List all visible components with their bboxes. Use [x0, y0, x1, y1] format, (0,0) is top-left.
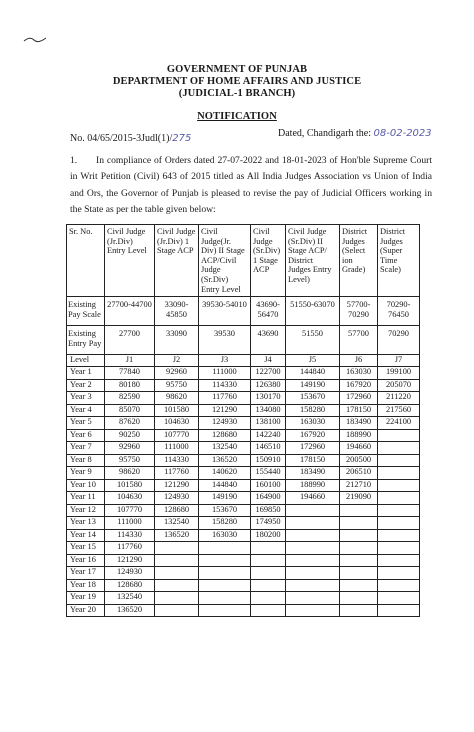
table-row: [67, 517, 420, 530]
table-cell: 169850: [251, 504, 286, 517]
table-column-header: District Judges (Select ion Grade): [340, 225, 378, 297]
table-cell: 121290: [199, 404, 251, 417]
table-cell: 183490: [286, 467, 340, 480]
table-cell: 98620: [155, 392, 199, 405]
table-cell: 128680: [155, 504, 199, 517]
table-cell: 132540: [105, 592, 155, 605]
paragraph-text: In compliance of Orders dated 27-07-2022 and 18-01-2023 of Hon'ble Supreme Court in Writ Petition (Civil) 643 of 2015 titled as All India Judges Association vs Union of India and Ors, the Governor of Punjab is pleased to revise the pay of Judicial Officers working in the State as per the table given below:: [70, 155, 432, 216]
table-cell: 130170: [251, 392, 286, 405]
row-label: Existing Entry Pay: [67, 326, 105, 355]
table-cell: 134080: [251, 404, 286, 417]
table-cell: 132540: [155, 517, 199, 530]
table-cell: 90250: [105, 429, 155, 442]
table-cell: 85070: [105, 404, 155, 417]
table-cell: 217560: [378, 404, 420, 417]
row-label: Year 5: [67, 417, 105, 430]
table-cell: [378, 604, 420, 617]
table-row: [67, 579, 420, 592]
table-cell: 132540: [199, 442, 251, 455]
table-cell: 188990: [286, 479, 340, 492]
table-row: [67, 604, 420, 617]
table-cell: 163030: [286, 417, 340, 430]
table-cell: 101580: [105, 479, 155, 492]
table-cell: 82590: [105, 392, 155, 405]
table-cell: 92960: [105, 442, 155, 455]
table-cell: [378, 567, 420, 580]
dated-prefix: Dated, Chandigarh the:: [278, 128, 372, 139]
table-cell: J4: [251, 355, 286, 367]
table-cell: 158280: [199, 517, 251, 530]
row-label: Year 11: [67, 492, 105, 505]
table-cell: 111000: [105, 517, 155, 530]
table-cell: 39530: [199, 326, 251, 355]
table-cell: [251, 542, 286, 555]
notification-heading: NOTIFICATION: [197, 111, 277, 122]
table-cell: [378, 442, 420, 455]
row-label: Year 18: [67, 579, 105, 592]
table-cell: 70290-76450: [378, 297, 420, 326]
table-cell: J3: [199, 355, 251, 367]
table-cell: 51550-63070: [286, 297, 340, 326]
table-cell: 144840: [199, 479, 251, 492]
table-cell: 101580: [155, 404, 199, 417]
table-row: [67, 379, 420, 392]
table-cell: 167920: [340, 379, 378, 392]
table-cell: 111000: [199, 367, 251, 380]
date-handwritten: 08-02-2023: [373, 128, 432, 139]
table-cell: [199, 604, 251, 617]
existing-pay-scale-row: [67, 297, 420, 326]
table-cell: 136520: [105, 604, 155, 617]
row-label: Year 8: [67, 454, 105, 467]
table-cell: [286, 579, 340, 592]
table-cell: [286, 567, 340, 580]
table-cell: 153670: [286, 392, 340, 405]
table-cell: [286, 529, 340, 542]
paragraph-number: 1.: [70, 155, 78, 166]
table-row: [67, 392, 420, 405]
table-row: [67, 367, 420, 380]
table-cell: [340, 567, 378, 580]
table-cell: [155, 579, 199, 592]
table-cell: 163030: [199, 529, 251, 542]
row-label: Level: [67, 355, 105, 367]
table-cell: 126380: [251, 379, 286, 392]
table-column-header: Civil Judge (Jr.Div) Entry Level: [105, 225, 155, 297]
table-cell: 136520: [199, 454, 251, 467]
level-row: [67, 355, 420, 367]
table-cell: [286, 604, 340, 617]
table-cell: [155, 592, 199, 605]
table-cell: 194660: [340, 442, 378, 455]
table-cell: 124930: [105, 567, 155, 580]
table-cell: 107770: [105, 504, 155, 517]
table-cell: [340, 504, 378, 517]
table-cell: 188990: [340, 429, 378, 442]
table-cell: 43690-56470: [251, 297, 286, 326]
table-cell: [251, 554, 286, 567]
dated-line: [278, 128, 432, 139]
table-cell: 51550: [286, 326, 340, 355]
table-cell: 199100: [378, 367, 420, 380]
table-cell: 155440: [251, 467, 286, 480]
table-cell: [340, 579, 378, 592]
table-cell: [340, 592, 378, 605]
row-label: Year 17: [67, 567, 105, 580]
table-cell: 178150: [286, 454, 340, 467]
table-cell: [378, 504, 420, 517]
table-cell: 39530-54010: [199, 297, 251, 326]
table-cell: 117760: [105, 542, 155, 555]
table-cell: 150910: [251, 454, 286, 467]
table-cell: [378, 492, 420, 505]
table-cell: 111000: [155, 442, 199, 455]
table-cell: 114330: [199, 379, 251, 392]
table-cell: [251, 567, 286, 580]
row-label: Year 2: [67, 379, 105, 392]
table-cell: 95750: [155, 379, 199, 392]
row-label: Year 12: [67, 504, 105, 517]
table-cell: [378, 579, 420, 592]
table-cell: 153670: [199, 504, 251, 517]
government-title: GOVERNMENT OF PUNJAB: [166, 64, 308, 75]
reference-number-handwritten: 275: [172, 133, 192, 144]
table-cell: 149190: [286, 379, 340, 392]
table-column-header: Civil Judge (Jr.Div) 1 Stage ACP: [155, 225, 199, 297]
table-cell: [378, 542, 420, 555]
table-cell: [155, 554, 199, 567]
table-cell: [199, 592, 251, 605]
row-label: Year 10: [67, 479, 105, 492]
table-cell: 219090: [340, 492, 378, 505]
table-cell: 98620: [105, 467, 155, 480]
table-cell: 183490: [340, 417, 378, 430]
table-cell: [340, 529, 378, 542]
table-row: [67, 479, 420, 492]
table-cell: 43690: [251, 326, 286, 355]
table-cell: J1: [105, 355, 155, 367]
notification-paragraph: [70, 153, 432, 219]
table-cell: 117760: [155, 467, 199, 480]
table-cell: 174950: [251, 517, 286, 530]
table-cell: 212710: [340, 479, 378, 492]
table-cell: [286, 592, 340, 605]
handwritten-mark: [22, 32, 48, 44]
table-cell: 114330: [155, 454, 199, 467]
table-cell: 77840: [105, 367, 155, 380]
table-cell: [155, 542, 199, 555]
table-cell: 121290: [155, 479, 199, 492]
table-cell: [378, 479, 420, 492]
row-label: Year 13: [67, 517, 105, 530]
table-cell: 178150: [340, 404, 378, 417]
table-cell: 138100: [251, 417, 286, 430]
reference-number: [70, 133, 191, 144]
table-cell: 124930: [199, 417, 251, 430]
table-cell: 140620: [199, 467, 251, 480]
row-label: Year 20: [67, 604, 105, 617]
row-label: Year 4: [67, 404, 105, 417]
table-cell: 57700-70290: [340, 297, 378, 326]
table-row: [67, 454, 420, 467]
table-cell: 70290: [378, 326, 420, 355]
table-cell: 57700: [340, 326, 378, 355]
table-cell: 144840: [286, 367, 340, 380]
table-cell: J5: [286, 355, 340, 367]
table-row: [67, 542, 420, 555]
existing-entry-pay-row: [67, 326, 420, 355]
table-cell: [251, 592, 286, 605]
row-label: Year 16: [67, 554, 105, 567]
table-cell: 104630: [105, 492, 155, 505]
table-cell: [378, 517, 420, 530]
table-cell: 122700: [251, 367, 286, 380]
table-cell: 121290: [105, 554, 155, 567]
table-cell: 172960: [286, 442, 340, 455]
table-cell: 206510: [340, 467, 378, 480]
table-cell: [340, 604, 378, 617]
table-cell: [340, 554, 378, 567]
table-cell: 124930: [155, 492, 199, 505]
table-cell: 180200: [251, 529, 286, 542]
table-column-header: District Judges (Super Time Scale): [378, 225, 420, 297]
table-cell: 167920: [286, 429, 340, 442]
table-cell: 149190: [199, 492, 251, 505]
table-cell: [286, 542, 340, 555]
table-cell: 33090: [155, 326, 199, 355]
table-column-header: Sr. No.: [67, 225, 105, 297]
table-cell: [199, 554, 251, 567]
table-cell: 92960: [155, 367, 199, 380]
table-cell: 117760: [199, 392, 251, 405]
table-cell: [378, 592, 420, 605]
table-row: [67, 442, 420, 455]
row-label: Year 7: [67, 442, 105, 455]
table-cell: 163030: [340, 367, 378, 380]
table-cell: 95750: [105, 454, 155, 467]
row-label: Existing Pay Scale: [67, 297, 105, 326]
table-cell: 172960: [340, 392, 378, 405]
table-row: [67, 492, 420, 505]
table-cell: J7: [378, 355, 420, 367]
table-header-row: [67, 225, 420, 297]
table-cell: 27700-44700: [105, 297, 155, 326]
table-cell: [251, 579, 286, 592]
table-row: [67, 404, 420, 417]
table-row: [67, 504, 420, 517]
table-cell: [286, 504, 340, 517]
branch-title: (JUDICIAL-1 BRANCH): [178, 88, 296, 99]
table-cell: 104630: [155, 417, 199, 430]
table-cell: 205070: [378, 379, 420, 392]
table-row: [67, 592, 420, 605]
row-label: Year 3: [67, 392, 105, 405]
table-cell: J6: [340, 355, 378, 367]
table-cell: [199, 542, 251, 555]
table-row: [67, 467, 420, 480]
table-cell: [199, 567, 251, 580]
table-cell: 146510: [251, 442, 286, 455]
table-cell: [378, 554, 420, 567]
table-cell: [155, 604, 199, 617]
table-cell: 107770: [155, 429, 199, 442]
department-title: DEPARTMENT OF HOME AFFAIRS AND JUSTICE: [112, 76, 362, 87]
table-cell: 142240: [251, 429, 286, 442]
table-cell: 164900: [251, 492, 286, 505]
table-cell: [378, 429, 420, 442]
table-cell: 160100: [251, 479, 286, 492]
table-cell: [286, 554, 340, 567]
table-cell: [340, 542, 378, 555]
table-cell: 27700: [105, 326, 155, 355]
table-cell: [251, 604, 286, 617]
table-cell: [199, 579, 251, 592]
table-cell: 200500: [340, 454, 378, 467]
table-cell: 33090-45850: [155, 297, 199, 326]
table-cell: J2: [155, 355, 199, 367]
table-cell: [378, 529, 420, 542]
table-row: [67, 429, 420, 442]
table-cell: [340, 517, 378, 530]
table-column-header: Civil Judge(Jr. Div) II Stage ACP/Civil Judge (Sr.Div) Entry Level: [199, 225, 251, 297]
table-row: [67, 529, 420, 542]
table-column-header: Civil Judge (Sr.Div) 1 Stage ACP: [251, 225, 286, 297]
table-row: [67, 567, 420, 580]
row-label: Year 6: [67, 429, 105, 442]
table-cell: 136520: [155, 529, 199, 542]
pay-table: [66, 224, 420, 617]
table-column-header: Civil Judge (Sr.Div) II Stage ACP/ District Judges Entry Level): [286, 225, 340, 297]
table-cell: 158280: [286, 404, 340, 417]
row-label: Year 19: [67, 592, 105, 605]
table-row: [67, 554, 420, 567]
row-label: Year 14: [67, 529, 105, 542]
table-cell: 128680: [105, 579, 155, 592]
table-cell: 114330: [105, 529, 155, 542]
table-cell: [378, 467, 420, 480]
reference-number-prefix: No. 04/65/2015-3Judl(1)/: [70, 133, 173, 144]
row-label: Year 15: [67, 542, 105, 555]
table-row: [67, 417, 420, 430]
table-cell: 224100: [378, 417, 420, 430]
table-cell: 211220: [378, 392, 420, 405]
table-cell: 194660: [286, 492, 340, 505]
row-label: Year 9: [67, 467, 105, 480]
table-cell: 128680: [199, 429, 251, 442]
table-cell: 80180: [105, 379, 155, 392]
row-label: Year 1: [67, 367, 105, 380]
table-cell: [155, 567, 199, 580]
table-cell: [378, 454, 420, 467]
table-cell: [286, 517, 340, 530]
table-cell: 87620: [105, 417, 155, 430]
